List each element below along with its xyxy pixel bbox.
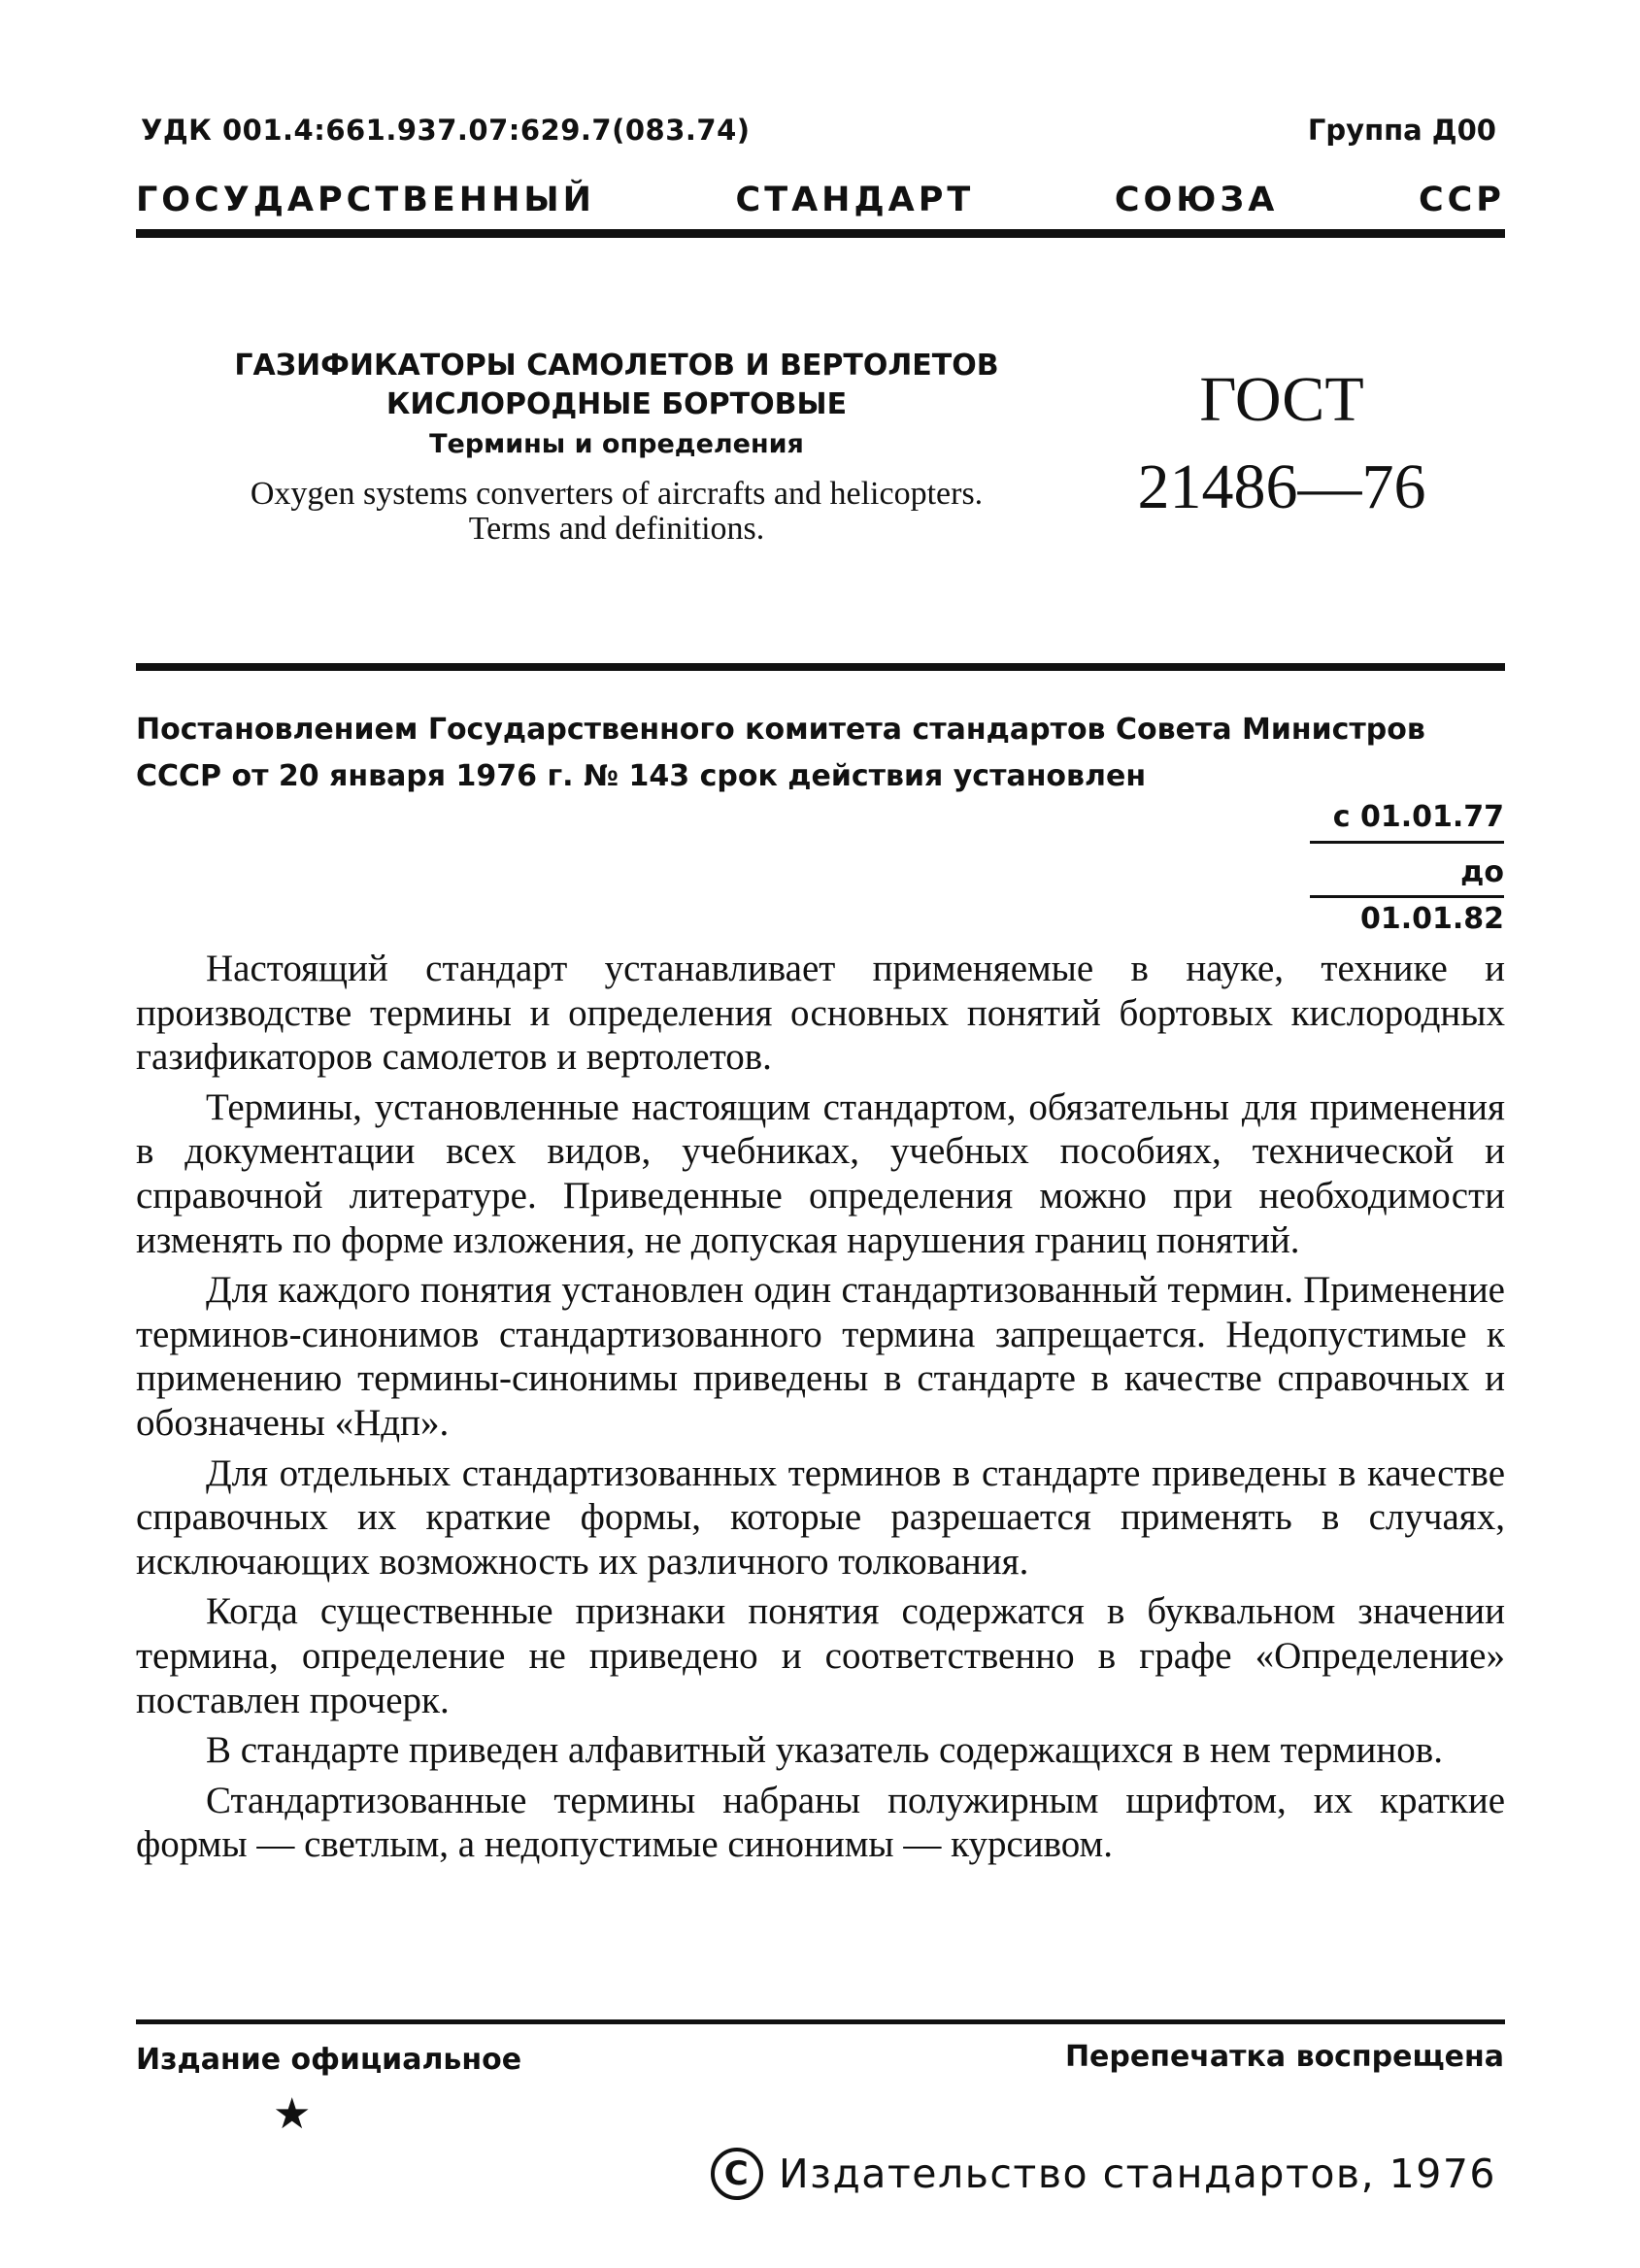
validity-rule [1310,895,1504,898]
reprint-prohibited-note: Перепечатка воспрещена [1064,2040,1504,2074]
title-english: Oxygen systems converters of aircrafts and helicopters. Terms and definitions. [250,476,984,547]
state-standard-word: СТАНДАРТ [735,181,975,219]
body-text [136,947,1505,1873]
document-title [223,347,1010,547]
validity-period [1310,794,1504,943]
body-paragraph: В стандарте приведен алфавитный указатель содержащихся в нем терминов. [206,1729,1443,1772]
gost-number: 21486—76 [1137,451,1426,522]
state-standard-word: СОЮЗА [1114,181,1279,219]
udk-code: УДК 001.4:661.937.07:629.7(083.74) [141,114,751,147]
official-edition-note: Издание официальное [136,2043,522,2077]
decree-text: Постановлением Государственного комитета стандартов Совета Министров СССР от 20 января 1976 г. № 143 срок действия установлен [136,713,1425,793]
gost-designation [1088,361,1476,526]
publisher: Издательство стандартов, 1976 [778,2151,1496,2197]
body-paragraph: Настоящий стандарт устанавливает применяемые в науке, технике и производстве термины и определения основных понятий бортовых кислородных газификаторов самолетов и вертолетов. [136,948,1505,1079]
copyright-line [711,2148,1496,2200]
title-line: ГАЗИФИКАТОРЫ САМОЛЕТОВ И ВЕРТОЛЕТОВ [234,349,999,383]
state-standard-heading [136,181,1505,219]
header-rule [136,229,1505,238]
gost-label: ГОСТ [1199,364,1364,435]
title-rule [136,663,1505,671]
title-line: КИСЛОРОДНЫЕ БОРТОВЫЕ [385,387,848,421]
body-paragraph: Для каждого понятия установлен один стандартизованный термин. Применение терминов-синонимов стандартизованного термина запрещается. Недопустимые к применению термины-синонимы приведены в стандарте в качестве справочных и обозначены «Ндп». [136,1269,1505,1444]
body-paragraph: Стандартизованные термины набраны полужирным шрифтом, их краткие формы — светлым, а недопустимые синонимы — курсивом. [136,1779,1505,1866]
footer-rule [136,2019,1505,2024]
group-code: Группа Д00 [1307,114,1496,147]
copyright-icon: C [711,2148,763,2200]
state-standard-word: ГОСУДАРСТВЕННЫЙ [136,181,595,219]
title-subtitle: Термины и определения [429,429,804,459]
body-paragraph: Когда существенные признаки понятия содержатся в буквальном значении термина, определение не приведено и соответственно в графе «Определение» поставлен прочерк. [136,1590,1505,1721]
valid-from: с 01.01.77 [1332,800,1504,834]
body-paragraph: Для отдельных стандартизованных терминов в стандарте приведены в качестве справочных их краткие формы, которые разрешается применять в случаях, исключающих возможность их различного толкования. [136,1451,1505,1583]
body-paragraph: Термины, установленные настоящим стандартом, обязательны для применения в документации всех видов, учебниках, учебных пособиях, технической и справочной литературе. Приведенные определения можно при необходимости изменять по форме изложения, не допуская нарушения границ понятий. [136,1085,1505,1261]
star-icon: ★ [273,2089,312,2139]
state-standard-word: ССР [1418,181,1505,219]
valid-until: до 01.01.82 [1310,841,1504,943]
